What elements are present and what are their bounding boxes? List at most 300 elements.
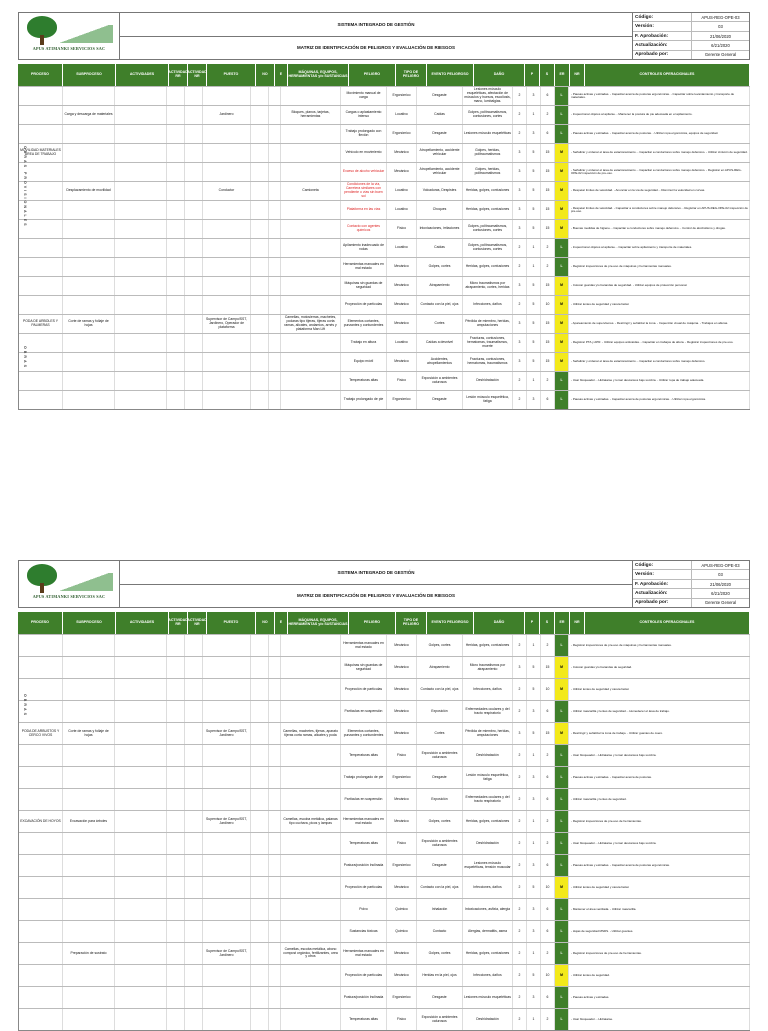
cell-dano: Deshidratación — [463, 1009, 513, 1030]
cell-tipo: Mecánico — [387, 144, 417, 162]
cell-empty — [167, 855, 185, 876]
cell-s: 5 — [527, 315, 541, 333]
cell-sub — [19, 125, 63, 143]
cell-evento: Desgaste — [417, 767, 463, 788]
cell-nr: L — [555, 239, 569, 257]
cell-act — [63, 899, 115, 920]
cell-p: 2 — [513, 296, 527, 314]
matrix-page-1 — [18, 12, 750, 410]
cell-empty — [167, 87, 185, 105]
cell-empty — [185, 334, 203, 352]
cell-tipo: Mecánico — [387, 296, 417, 314]
table-row — [19, 390, 750, 409]
cell-s: 5 — [527, 657, 541, 678]
cell-peligro: Temperaturas altas — [341, 1009, 387, 1030]
cell-peligro: Vehículo en movimiento — [341, 144, 387, 162]
cell-ctrl: - Utilizar lentes de seguridad y careta facial. — [569, 877, 750, 898]
cell-act: Preparación de sustrato — [63, 943, 115, 964]
cell-dano: Lesiones músculo esqueléticas — [463, 125, 513, 143]
cell-empty — [167, 965, 185, 986]
risk-table — [18, 86, 750, 410]
table-row — [19, 162, 750, 181]
cell-puesto — [203, 296, 251, 314]
cell-empty — [115, 391, 167, 409]
cell-empty — [269, 296, 281, 314]
cell-empty — [269, 921, 281, 942]
column-header: S — [540, 64, 555, 86]
code-key: F. Aprobación: — [633, 32, 692, 40]
cell-empty — [269, 201, 281, 219]
cell-er: 2 — [541, 106, 555, 124]
cell-evento: Heridas en la piel, ojos — [417, 965, 463, 986]
cell-empty — [269, 899, 281, 920]
cell-ctrl: - Colocar guardas y/o barandas de seguridad. — [569, 657, 750, 678]
cell-empty — [167, 635, 185, 656]
cell-peligro: Trabajo prolongado de pie — [341, 391, 387, 409]
cell-er: 2 — [541, 258, 555, 276]
cell-er: 10 — [541, 296, 555, 314]
cell-er: 2 — [541, 635, 555, 656]
cell-empty — [167, 144, 185, 162]
cell-empty — [269, 239, 281, 257]
cell-er: 10 — [541, 965, 555, 986]
cell-dano: Infecciones, daños — [463, 296, 513, 314]
cell-evento: Exposición a ambientes calurosos — [417, 833, 463, 854]
cell-empty — [251, 258, 269, 276]
cell-er: 15 — [541, 163, 555, 181]
cell-ctrl: - Registrar PTA y APR. - Utilizar equipos anticaídas. - Capacitar en trabajos de altura. - Registrar inspecciones de pre-uso. — [569, 334, 750, 352]
cell-ctrl: - Respetar límites de velocidad. - Anunciar en la vía de seguridad. - Disminuir la velocidad en curvas. — [569, 182, 750, 200]
cell-empty — [185, 277, 203, 295]
cell-act — [63, 144, 115, 162]
cell-empty — [167, 811, 185, 832]
table-row — [19, 832, 750, 854]
cell-dano: Deshidratación — [463, 372, 513, 390]
cell-empty — [167, 943, 185, 964]
table-row — [19, 766, 750, 788]
column-header: PUESTO — [207, 64, 256, 86]
code-value: APUS-REG-OPE-03 — [701, 562, 740, 568]
cell-empty — [269, 811, 281, 832]
cell-dano: Lesión músculo esquelética, fatiga — [463, 767, 513, 788]
cell-p: 2 — [513, 1009, 527, 1030]
column-header: ACTIVIDADES — [116, 612, 169, 634]
cell-tipo: Físico — [387, 220, 417, 238]
cell-er: 2 — [541, 811, 555, 832]
cell-tipo: Ergonómico — [387, 987, 417, 1008]
cell-act — [63, 277, 115, 295]
cell-p: 2 — [513, 372, 527, 390]
code-value: APUS-REG-OPE-03 — [701, 14, 740, 20]
column-header: ACTIVIDAD RR — [169, 612, 188, 634]
cell-maq — [281, 296, 341, 314]
brand-name: APUS ATIMANKI SERVICIOS SAC — [32, 46, 106, 51]
cell-tipo: Locativo — [387, 182, 417, 200]
cell-puesto — [203, 987, 251, 1008]
cell-nr: L — [555, 391, 569, 409]
table-row — [19, 143, 750, 162]
table-row — [19, 678, 750, 700]
cell-empty — [167, 372, 185, 390]
code-key: Actualización: — [633, 41, 692, 49]
cell-peligro: Contacto con agentes químicos — [341, 220, 387, 238]
cell-ctrl: - Usar bloqueador. - Hidratarse y tomar descansos bajo sombra. — [569, 833, 750, 854]
cell-evento: Volcaduras, Despistes — [417, 182, 463, 200]
cell-empty — [269, 163, 281, 181]
code-value: 21/06/2020 — [710, 33, 731, 39]
cell-ctrl: - Pausas activas y estiradas. - Capacitar acerca de posturas. — [569, 767, 750, 788]
cell-empty — [269, 745, 281, 766]
cell-empty — [269, 372, 281, 390]
cell-empty — [115, 767, 167, 788]
cell-s: 5 — [527, 965, 541, 986]
cell-ctrl: - Utilizar mascarilla y lentes de seguridad. - Humedecer el área de trabajo. — [569, 701, 750, 722]
cell-nr: M — [555, 315, 569, 333]
cell-maq — [281, 987, 341, 1008]
cell-nr: M — [555, 296, 569, 314]
cell-empty — [115, 201, 167, 219]
code-key: Actualización: — [633, 589, 692, 597]
company-logo — [19, 561, 120, 607]
cell-empty — [269, 833, 281, 854]
cell-ctrl: - Respetar límites de velocidad. - Capacitar a conductores sobre manejo defensivo. - Registrar en APUS-REG-OPE-02 inspección de pre-uso. — [569, 201, 750, 219]
cell-ctrl: - Colocar guardas y/o barandas de seguridad. - Utilizar equipos de protección personal. — [569, 277, 750, 295]
cell-maq: Camellas, escoba metálica, abono compost orgánico, fertilizantes, urea y otros — [281, 943, 341, 964]
cell-er: 2 — [541, 745, 555, 766]
cell-tipo: Mecánico — [387, 315, 417, 333]
cell-er: 2 — [541, 943, 555, 964]
code-value: 03 — [718, 24, 723, 30]
cell-s: 1 — [527, 372, 541, 390]
cell-empty — [185, 899, 203, 920]
cell-act: Excavación para árboles — [63, 811, 115, 832]
cell-peligro: Sustancias tóxicas — [341, 921, 387, 942]
cell-empty — [115, 315, 167, 333]
cell-s: 5 — [527, 144, 541, 162]
cell-empty — [269, 723, 281, 744]
cell-evento: Caídas — [417, 106, 463, 124]
cell-evento: Caídas — [417, 239, 463, 257]
cell-empty — [251, 987, 269, 1008]
cell-ctrl: - Inspeccionar objetos al apilarse. - Mantener la postura de pie adecuada en el apilamiento. — [569, 106, 750, 124]
cell-s: 5 — [527, 182, 541, 200]
cell-empty — [185, 296, 203, 314]
cell-evento: Cortes — [417, 723, 463, 744]
cell-empty — [115, 811, 167, 832]
cell-empty — [115, 239, 167, 257]
cell-evento: Atrapamiento — [417, 277, 463, 295]
cell-empty — [269, 679, 281, 700]
table-header — [18, 64, 750, 86]
cell-puesto: Supervisor de Campo/SST, Jardinero, Operador de plataforma — [203, 315, 251, 333]
matrix-title: MATRIZ DE IDENTIFICACIÓN DE PELIGROS Y EVALUACIÓN DE RIESGOS — [297, 593, 455, 599]
table-row — [19, 722, 750, 744]
cell-peligro: Condiciones de la vía, Carretera similares con pendiente o vías sin buen sol — [341, 182, 387, 200]
cell-evento: Atrapamiento — [417, 657, 463, 678]
cell-ctrl: - Restringir y señalizar la zona de trabajo. - Utilizar guantes de cuero. — [569, 723, 750, 744]
cell-dano: Infecciones, daños — [463, 877, 513, 898]
cell-evento: Golpes, cortes — [417, 943, 463, 964]
cell-nr: M — [555, 353, 569, 371]
cell-maq — [281, 372, 341, 390]
cell-empty — [251, 899, 269, 920]
cell-peligro: Herramientas manuales en mal estado — [341, 943, 387, 964]
cell-nr: L — [555, 258, 569, 276]
risk-table — [18, 634, 750, 1031]
cell-act: Desplazamiento de movilidad — [63, 182, 115, 200]
cell-empty — [185, 789, 203, 810]
cell-er: 15 — [541, 315, 555, 333]
cell-s: 5 — [527, 201, 541, 219]
cell-empty — [251, 789, 269, 810]
cell-er: 6 — [541, 789, 555, 810]
cell-dano: Pérdida de miembro, heridas, amputaciones — [463, 723, 513, 744]
cell-er: 2 — [541, 239, 555, 257]
system-title: SISTEMA INTEGRADO DE GESTIÓN — [120, 13, 632, 37]
table-row — [19, 333, 750, 352]
cell-evento: Golpes, cortes — [417, 811, 463, 832]
code-value: Gerente General — [704, 600, 737, 606]
cell-nr: L — [555, 855, 569, 876]
cell-nr: M — [555, 334, 569, 352]
cell-puesto — [203, 277, 251, 295]
cell-act — [63, 220, 115, 238]
table-row — [19, 700, 750, 722]
cell-p: 2 — [513, 87, 527, 105]
cell-sub — [19, 899, 63, 920]
cell-empty — [269, 877, 281, 898]
cell-s: 3 — [527, 701, 541, 722]
cell-nr: L — [555, 921, 569, 942]
cell-maq — [281, 163, 341, 181]
cell-p: 3 — [513, 277, 527, 295]
cell-empty — [185, 767, 203, 788]
cell-empty — [185, 833, 203, 854]
cell-empty — [269, 182, 281, 200]
cell-peligro: Herramientas manuales en mal estado — [341, 635, 387, 656]
cell-p: 2 — [513, 789, 527, 810]
cell-tipo: Físico — [387, 745, 417, 766]
cell-nr: M — [555, 201, 569, 219]
cell-nr: M — [555, 144, 569, 162]
cell-dano: Heridas, golpes, contusiones — [463, 635, 513, 656]
cell-s: 3 — [527, 921, 541, 942]
cell-evento: Caídas a desnivel — [417, 334, 463, 352]
cell-p: 2 — [513, 767, 527, 788]
cell-puesto — [203, 163, 251, 181]
cell-nr: M — [555, 657, 569, 678]
cell-empty — [115, 87, 167, 105]
cell-peligro: Trabajo en altura — [341, 334, 387, 352]
column-header: E — [275, 64, 288, 86]
cell-dano: Heridas, golpes, contusiones — [463, 811, 513, 832]
cell-empty — [185, 220, 203, 238]
cell-dano: Intoxicaciones, asfixia, alergia — [463, 899, 513, 920]
cell-tipo: Ergonómico — [387, 87, 417, 105]
cell-dano: Golpes, heridas, politraumatismos — [463, 163, 513, 181]
cell-dano: Infecciones, daños — [463, 679, 513, 700]
cell-p: 3 — [513, 182, 527, 200]
cell-sub — [19, 965, 63, 986]
cell-evento: Desgaste — [417, 855, 463, 876]
cell-dano: Lesiones músculo esqueléticas, afectación de músculos y huesos, escoliosis, mano, lumbalgias. — [463, 87, 513, 105]
cell-act — [63, 1009, 115, 1030]
cell-evento: Exposición — [417, 701, 463, 722]
cell-empty — [251, 811, 269, 832]
cell-nr: L — [555, 125, 569, 143]
cell-empty — [185, 353, 203, 371]
cell-maq: Camioneta — [281, 182, 341, 200]
code-value: 6/21/2020 — [711, 42, 730, 48]
cell-nr: M — [555, 220, 569, 238]
cell-tipo: Mecánico — [387, 789, 417, 810]
table-row — [19, 920, 750, 942]
cell-sub — [19, 391, 63, 409]
cell-peligro: Trabajo prolongado con flexión — [341, 125, 387, 143]
cell-s: 5 — [527, 220, 541, 238]
cell-ctrl: - Registrar inspecciones de pre-uso de herramientas. — [569, 943, 750, 964]
cell-empty — [185, 144, 203, 162]
cell-empty — [269, 789, 281, 810]
cell-p: 3 — [513, 144, 527, 162]
cell-evento: Atropellamiento, accidente vehicular — [417, 144, 463, 162]
cell-s: 3 — [527, 391, 541, 409]
cell-nr: L — [555, 372, 569, 390]
code-value: 21/06/2020 — [710, 581, 731, 587]
cell-puesto — [203, 87, 251, 105]
cell-empty — [251, 144, 269, 162]
cell-ctrl: - Registrar inspecciones de pre-uso de herramientas. — [569, 811, 750, 832]
cell-act — [63, 987, 115, 1008]
cell-empty — [269, 277, 281, 295]
cell-p: 2 — [513, 833, 527, 854]
cell-act — [63, 353, 115, 371]
code-value: 03 — [718, 572, 723, 578]
cell-maq — [281, 921, 341, 942]
table-row — [19, 371, 750, 390]
cell-maq — [281, 87, 341, 105]
cell-empty — [251, 833, 269, 854]
cell-p: 3 — [513, 201, 527, 219]
cell-empty — [185, 965, 203, 986]
cell-maq: Camellas, escoba metálica, palanas tipo cuchara, picos y lampas — [281, 811, 341, 832]
cell-sub — [19, 767, 63, 788]
process-label: OBRAS PROVISIONALES — [23, 146, 27, 228]
cell-nr: L — [555, 987, 569, 1008]
cell-empty — [269, 220, 281, 238]
cell-tipo: Locativo — [387, 239, 417, 257]
cell-act — [63, 855, 115, 876]
cell-empty — [115, 258, 167, 276]
cell-peligro: Elementos cortantes, punzantes y contundentes — [341, 723, 387, 744]
cell-s: 3 — [527, 789, 541, 810]
cell-ctrl: - Mantener el área ventilada. - Utilizar mascarilla. — [569, 899, 750, 920]
cell-sub — [19, 296, 63, 314]
cell-ctrl: - Señalizar y ordenar el área de estacionamiento. - Capacitar a conductores sobre manejo defensivo. — [569, 353, 750, 371]
cell-puesto: Jardinero — [203, 106, 251, 124]
column-header: TIPO DE PELIGRO — [396, 64, 427, 86]
cell-er: 15 — [541, 334, 555, 352]
table-row — [19, 898, 750, 920]
table-row — [19, 295, 750, 314]
cell-puesto — [203, 220, 251, 238]
cell-peligro: Proyección de partículas — [341, 679, 387, 700]
cell-peligro: Herramientas manuales en mal estado — [341, 811, 387, 832]
cell-empty — [167, 334, 185, 352]
cell-er: 6 — [541, 767, 555, 788]
cell-nr: M — [555, 277, 569, 295]
cell-empty — [167, 1009, 185, 1030]
cell-sub — [19, 87, 63, 105]
cell-act: Corte de ramas y follaje de hojas — [63, 723, 115, 744]
cell-empty — [251, 767, 269, 788]
cell-nr: M — [555, 723, 569, 744]
cell-empty — [115, 921, 167, 942]
cell-empty — [185, 239, 203, 257]
cell-puesto — [203, 391, 251, 409]
cell-empty — [251, 943, 269, 964]
cell-puesto — [203, 334, 251, 352]
cell-tipo: Mecánico — [387, 657, 417, 678]
cell-peligro: Exceso de alcoho vehicular — [341, 163, 387, 181]
cell-maq — [281, 239, 341, 257]
cell-nr: L — [555, 701, 569, 722]
cell-p: 3 — [513, 220, 527, 238]
cell-ctrl: - Buenas medidas de higiene. - Capacitar a conductores sobre manejo defensivo. - Control de alcoholismo y drogas. — [569, 220, 750, 238]
cell-empty — [185, 921, 203, 942]
cell-dano: Heridas, golpes, contusiones — [463, 182, 513, 200]
cell-empty — [185, 182, 203, 200]
cell-maq — [281, 745, 341, 766]
cell-empty — [269, 965, 281, 986]
cell-empty — [269, 943, 281, 964]
cell-maq — [281, 855, 341, 876]
cell-empty — [115, 657, 167, 678]
cell-act — [63, 372, 115, 390]
cell-peligro: Elementos cortantes, punzantes y contundentes — [341, 315, 387, 333]
cell-empty — [115, 635, 167, 656]
cell-ctrl: - Pausas activas y estiradas. - Capacitar acerca de posturas. - Utilizar ropa ergonómica, equipos de seguridad. — [569, 125, 750, 143]
column-header: PROCESO — [18, 64, 63, 86]
cell-empty — [167, 679, 185, 700]
cell-evento: Exposición — [417, 789, 463, 810]
cell-puesto — [203, 353, 251, 371]
cell-empty — [251, 106, 269, 124]
cell-dano: Heridas, golpes, contusiones — [463, 258, 513, 276]
cell-er: 6 — [541, 899, 555, 920]
cell-empty — [167, 353, 185, 371]
cell-s: 5 — [527, 353, 541, 371]
cell-dano: Lesiones músculo esqueléticas — [463, 987, 513, 1008]
cell-empty — [185, 657, 203, 678]
column-header: ACTIVIDADES — [116, 64, 169, 86]
cell-puesto: Conductor — [203, 182, 251, 200]
cell-s: 5 — [527, 163, 541, 181]
cell-dano: Lesión músculo esquelética, fatiga — [463, 391, 513, 409]
cell-s: 5 — [527, 296, 541, 314]
cell-er: 6 — [541, 87, 555, 105]
cell-empty — [115, 220, 167, 238]
cell-empty — [167, 163, 185, 181]
cell-empty — [115, 745, 167, 766]
cell-sub — [19, 372, 63, 390]
cell-peligro: Máquinas sin guardas de seguridad — [341, 657, 387, 678]
cell-tipo: Ergonómico — [387, 767, 417, 788]
column-header: E — [275, 612, 288, 634]
cell-empty — [185, 679, 203, 700]
cell-empty — [115, 182, 167, 200]
cell-dano: Deshidratación — [463, 745, 513, 766]
